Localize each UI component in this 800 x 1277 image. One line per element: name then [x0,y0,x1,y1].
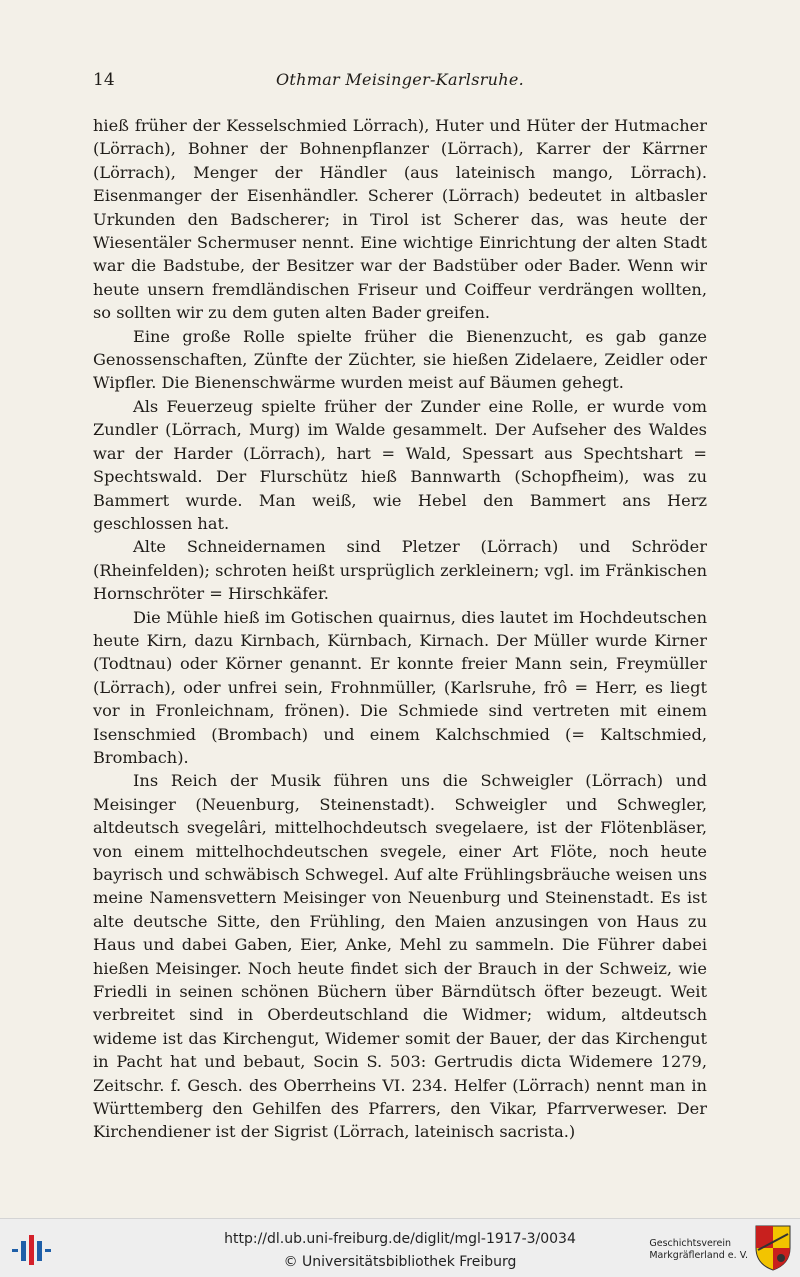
paragraph: Alte Schneidernamen sind Pletzer (Lörrach) und Schröder (Rheinfelden); schroten heißt ursprüglich zerkleinern; vgl. im Fränkischen Hornschröter = Hirschkäfer. [93,537,707,604]
paragraph: Eine große Rolle spielte früher die Bienenzucht, es gab ganze Genossenschaften, Zünfte der Züchter, sie hießen Zidelaere, Zeidler oder Wipfler. Die Bienenschwärme wurden meist auf Bäumen gehegt. [93,326,707,393]
paragraph: Ins Reich der Musik führen uns die Schweigler (Lörrach) und Meisinger (Neuenburg, Steinenstadt). Schweigler und Schwegler, altdeutsch svegelâri, mittelhochdeutsch svegelaere, ist der Flötenbläser, von einem mittelhochdeutschen svegele, einer Art Flöte, noch heute bayrisch und schwäbisch Schwegel. Auf alte Frühlingsbräuche weisen uns meine Namensvettern Meisinger von Neuenburg und Steinenstadt. Es ist alte deutsche Sitte, den Frühling, den Maien anzusingen von Haus zu Haus und dabei Gaben, Eier, Anke, Mehl zu sammeln. Die Führer dabei hießen Meisinger. Noch heute findet sich der Brauch in der Schweiz, wie Friedli in seinen schönen Büchern über Bärndütsch öfter bezeugt. Weit verbreitet sind in Oberdeutschland die Widmer; widum, altdeutsch wideme ist das Kirchengut, Widemer somit der Bauer, der das Kirchengut in Pacht hat und bebaut, Socin S. 503: Gertrudis dicta Widemere 1279, Zeitschr. f. Gesch. des Oberrheins VI. 234. Helfer (Lörrach) nennt man in Württemberg den Gehilfen des Pfarrers, den Vikar, Pfarrverweser. Der Kirchendiener ist der Sigrist (Lörrach, lateinisch sacrista.) [93,771,707,1142]
paragraph: Als Feuerzeug spielte früher der Zunder eine Rolle, er wurde vom Zundler (Lörrach, Murg) im Walde gesammelt. Der Aufseher des Waldes war der Harder (Lörrach), hart = Wald, Spessart aus Spechtshart = Spechtswald. Der Flurschütz hieß Bannwarth (Schopfheim), was zu Bammert wurde. Man weiß, wie Hebel den Bammert ans Herz geschlossen hat. [93,396,707,533]
society-name-line: Geschichtsverein [649,1238,731,1249]
page-header [93,70,707,96]
society-name [649,1238,748,1262]
copyright-notice: © Universitätsbibliothek Freiburg [283,1254,517,1270]
running-title: Othmar Meisinger-Karlsruhe. [275,70,525,89]
coat-of-arms-icon[interactable] [754,1224,792,1272]
page-number: 14 [93,70,115,90]
body-text [93,114,707,1144]
society-name-line: Markgräflerland e. V. [649,1250,748,1261]
permalink-url[interactable]: http://dl.ub.uni-freiburg.de/diglit/mgl-1917-3/0034 [224,1231,576,1247]
paragraph: Die Mühle hieß im Gotischen quairnus, dies lautet im Hochdeutschen heute Kirn, dazu Kirnbach, Kürnbach, Kirnach. Der Müller wurde Kirner (Todtnau) oder Körner genannt. Er konnte freier Mann sein, Freymüller (Lörrach), oder unfrei sein, Frohnmüller, (Karlsruhe, frô = Herr, es liegt vor in Fronleichnam, frönen). Die Schmiede sind vertreten mit einem Isenschmied (Brombach) und einem Kalchschmied (= Kaltschmied, Brombach). [93,607,707,767]
paragraph: hieß früher der Kesselschmied Lörrach), Huter und Hüter der Hutmacher (Lörrach), Bohner der Bohnenpflanzer (Lörrach), Karrer der Kärrner (Lörrach), Menger der Händler (aus lateinisch mango, Lörrach). Eisenmanger der Eisenhändler. Scherer (Lörrach) bedeutet in altbasler Urkunden den Badscherer; in Tirol ist Scherer das, was heute der Wiesentäler Schermuser nennt. Eine wichtige Einrichtung der alten Stadt war die Badstube, der Besitzer war der Badstüber oder Bader. Wenn wir heute unsern fremdländischen Friseur und Coiffeur verdrängen wollten, so sollten wir zu dem guten alten Bader greifen. [93,116,707,323]
viewer-footer [0,1218,800,1277]
